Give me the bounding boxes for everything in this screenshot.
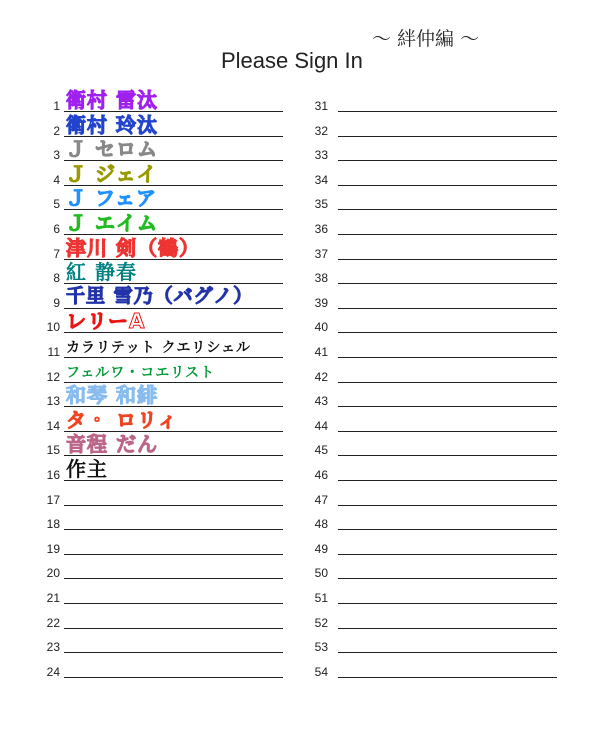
signature-line[interactable] (338, 554, 557, 555)
row-number: 45 (314, 443, 328, 458)
row-number: 38 (314, 271, 328, 286)
signature-row (0, 413, 600, 437)
row-number: 32 (314, 123, 328, 138)
signature-row (0, 314, 600, 338)
row-number: 34 (314, 172, 328, 187)
signature-row (0, 118, 600, 142)
row-number: 39 (314, 295, 328, 310)
signature-line[interactable] (338, 578, 557, 579)
signature-line[interactable] (338, 111, 557, 112)
signature-line[interactable] (338, 357, 557, 358)
signature-row (0, 659, 600, 683)
row-number: 47 (314, 492, 328, 507)
signature-text: レリーA (66, 309, 146, 334)
signature-line[interactable] (338, 259, 557, 260)
signature-line[interactable] (338, 209, 557, 210)
row-number: 31 (314, 99, 328, 113)
signature-row (0, 216, 600, 240)
row-number: 53 (314, 640, 328, 655)
row-number: 41 (314, 345, 328, 359)
signature-row (0, 437, 600, 461)
row-number: 15 (46, 443, 60, 458)
row-number: 5 (53, 197, 60, 212)
signature-line[interactable] (338, 677, 557, 678)
row-number: 4 (53, 172, 60, 187)
signature-line[interactable] (338, 529, 557, 530)
signature-line[interactable] (338, 185, 557, 186)
row-number: 37 (314, 246, 328, 261)
signature-line[interactable] (338, 136, 557, 137)
signature-row (0, 191, 600, 215)
row-number: 35 (314, 197, 328, 212)
signature-line[interactable] (338, 308, 557, 309)
signature-row (0, 93, 600, 117)
row-number: 12 (46, 369, 60, 384)
signature-line[interactable] (338, 382, 557, 383)
row-number: 8 (53, 271, 60, 286)
signature-text: 作主 (66, 457, 108, 481)
signature-text: Ｊ エイム (66, 211, 158, 235)
signature-row (0, 487, 600, 511)
signature-row (0, 290, 600, 314)
row-number: 49 (314, 541, 328, 556)
signature-text: 衛村 雷汰 (66, 88, 158, 112)
row-number: 14 (46, 418, 60, 433)
signature-row (0, 462, 600, 486)
row-number: 20 (46, 566, 60, 581)
row-number: 43 (314, 394, 328, 409)
signature-text: 紅 静春 (66, 260, 137, 285)
signature-line[interactable] (338, 505, 557, 506)
row-number: 44 (314, 418, 328, 433)
signature-row (0, 560, 600, 584)
signature-text: Ｊ ジェイ (66, 161, 158, 186)
signature-row (0, 364, 600, 388)
signature-line[interactable] (338, 160, 557, 161)
signature-line[interactable] (338, 431, 557, 432)
signature-text: Ｊ フェア (66, 186, 157, 211)
row-number: 11 (47, 345, 60, 359)
row-number: 2 (53, 123, 60, 138)
row-number: 54 (314, 664, 328, 679)
row-number: 23 (46, 640, 60, 655)
signature-line[interactable] (338, 332, 557, 333)
signature-line[interactable] (338, 652, 557, 653)
signature-text: タ・ ロリィ (66, 407, 179, 432)
signature-row (0, 142, 600, 166)
signature-row (0, 585, 600, 609)
page-title: Please Sign In (221, 48, 363, 73)
signature-row (0, 167, 600, 191)
signature-row (0, 388, 600, 412)
signature-line[interactable] (338, 603, 557, 604)
row-number: 48 (314, 517, 328, 532)
row-number: 24 (46, 664, 60, 679)
signature-text: 衛村 玲汰 (66, 112, 158, 137)
row-number: 13 (46, 394, 60, 409)
signature-text: Ｊ セロム (66, 137, 158, 162)
signature-text: 津川 剣（鶴） (66, 235, 200, 260)
signature-text: カラリテット クエリシェル (66, 340, 252, 356)
signature-text: 和琴 和緋 (66, 383, 158, 408)
signature-row (0, 511, 600, 535)
row-number: 50 (314, 566, 328, 581)
signature-text: 音程 だん (66, 432, 158, 457)
row-number: 9 (53, 295, 60, 310)
signature-row (0, 265, 600, 289)
row-number: 42 (314, 369, 328, 384)
row-number: 3 (53, 148, 60, 163)
signature-line[interactable] (338, 234, 557, 235)
signature-line[interactable] (338, 406, 557, 407)
row-number: 21 (46, 591, 60, 605)
row-number: 52 (314, 615, 328, 630)
row-number: 46 (314, 468, 328, 482)
row-number: 51 (314, 591, 328, 605)
row-number: 18 (46, 517, 60, 532)
row-number: 17 (46, 492, 60, 507)
row-number: 6 (53, 222, 60, 236)
signature-row (0, 634, 600, 658)
row-number: 36 (314, 222, 328, 236)
row-number: 19 (46, 541, 60, 556)
row-number: 22 (46, 615, 60, 630)
signature-row (0, 610, 600, 634)
row-number: 10 (46, 320, 60, 335)
signature-row (0, 536, 600, 560)
signature-row (0, 339, 600, 363)
signature-row (0, 241, 600, 265)
sheet-subtitle: ～ 絆仲編 ～ (372, 28, 480, 50)
signature-line[interactable] (338, 480, 557, 481)
row-number: 40 (314, 320, 328, 335)
row-number: 7 (53, 246, 60, 261)
signature-line[interactable] (338, 283, 557, 284)
row-number: 1 (53, 99, 60, 113)
row-number: 33 (314, 148, 328, 163)
signature-text: フェルワ・コエリスト (66, 364, 216, 381)
signature-text: 千里 雪乃（バグノ） (66, 284, 254, 307)
signature-line[interactable] (338, 455, 557, 456)
signature-line[interactable] (338, 628, 557, 629)
row-number: 16 (46, 468, 60, 482)
